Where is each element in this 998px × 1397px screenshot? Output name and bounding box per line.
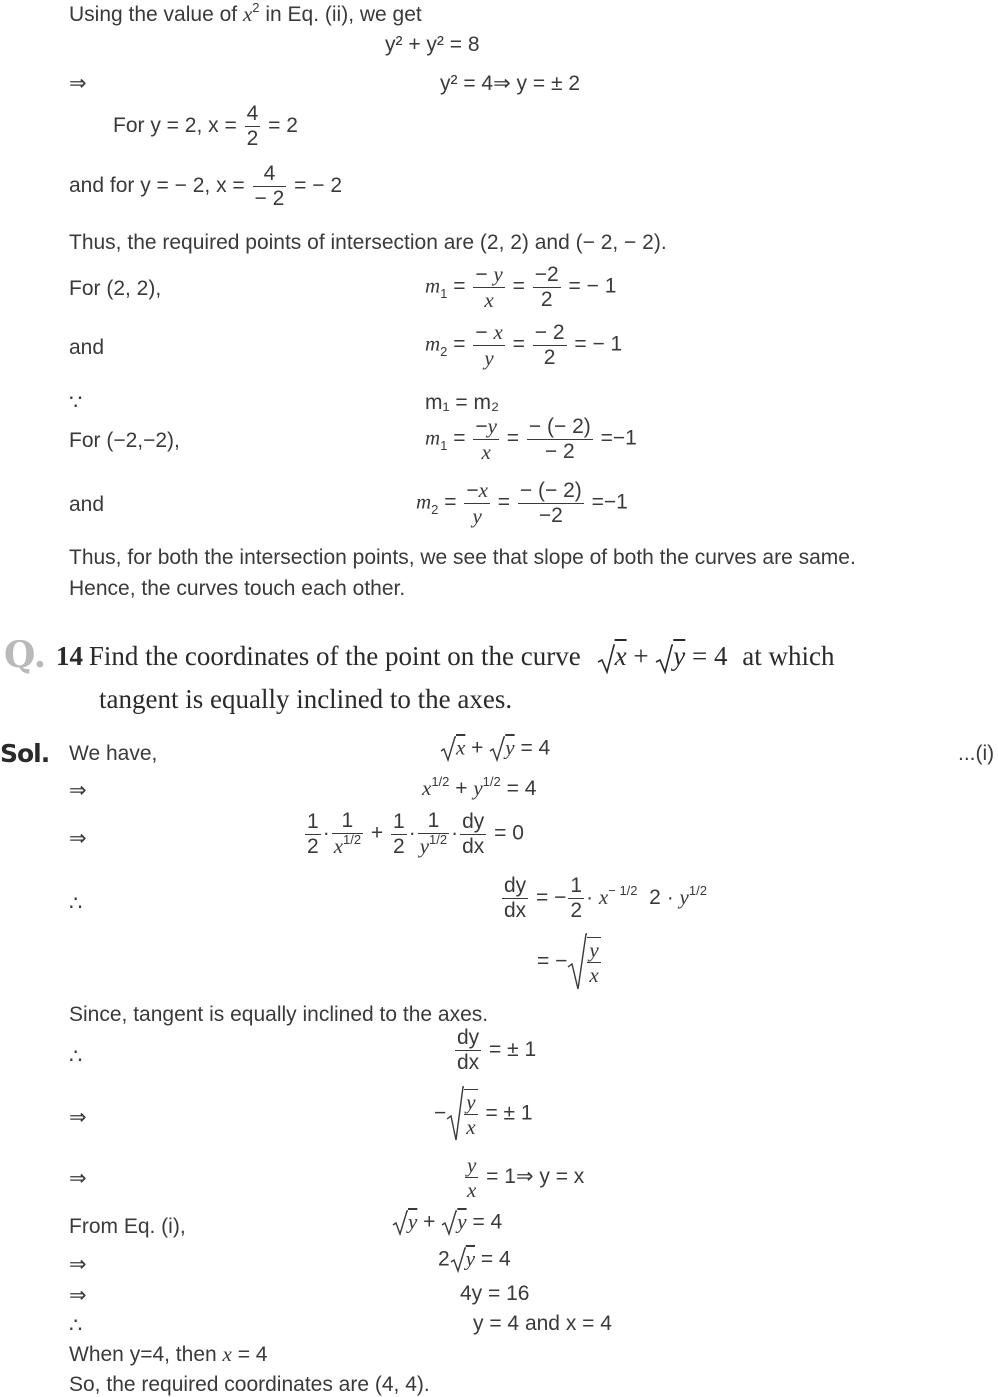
therefore-symbol: ∴ [69,1314,83,1337]
power-form-equation: $x^{1/2} + y^{1/2} = 4$ [422,774,537,800]
intro-line: Using the value of $x^2$ in Eq. (ii), we get [69,0,422,26]
question-line-1: 14 Find the coordinates of the point on the curve $\overline{x} + \overline{y} = 4$ at which [56,643,835,674]
substituted-equation: $\overline{y} + \overline{y} = 4$ [392,1210,502,1236]
implies-symbol: ⇒ [69,72,87,95]
two-root-y-equation: 2 $\overline{y} = 4$ [438,1247,511,1273]
therefore-symbol: ∴ [69,892,83,915]
sqrt-sign-icon [567,933,587,991]
for-2-2-label: For (2, 2), [69,277,162,300]
implies-symbol: ⇒ [69,1106,87,1129]
implies-symbol: ⇒ [69,1284,87,1307]
question-line-2: tangent is equally inclined to the axes. [99,684,513,714]
because-symbol: ∵ [69,391,83,414]
and-label-2: and [69,493,105,516]
result-equation: y = 4 and x = 4 [473,1312,612,1335]
sqrt-sign-icon [489,736,505,762]
equation-reference: ...(i) [958,742,995,765]
conclusion-line-2: Hence, the curves touch each other. [69,577,406,600]
slope-pm1: $\frac{dy}{dx}$ = ± 1 [457,1026,537,1075]
y-equals-x: $\frac{y}{x}$ = 1⇒ y = x [467,1153,585,1203]
sqrt-sign-icon [392,1210,408,1236]
fraction: $\frac{4}{- 2}$ [254,162,285,211]
when-line: When y=4, then x = 4 [69,1342,268,1366]
equation-y: y² = 4⇒ y = ± 2 [440,72,581,95]
derivative-equation: $\frac{1}{2}$ · $\frac{1}{x^{1/2}}$ + $\frac{1}{2}$ · $\frac{1}{y^{1/2}}$ · $\frac{dy}{dx}$ = 0 [307,809,524,859]
m2-equation-a: $m_2$ = $\frac{- x}{y}$ = $\frac{- 2}{2}$ = − 1 [425,320,623,371]
m1-equation-a: $m_1$ = $\frac{- y}{x}$ = $\frac{-2}{2}$ = − 1 [425,262,617,313]
m1-equals-m2: m₁ = m₂ [425,391,500,414]
points-of-intersection: Thus, the required points of intersection are (2, 2) and (− 2, − 2). [69,231,667,254]
equation-sum: y² + y² = 8 [385,33,480,56]
for-minus2-label: For (−2,−2), [69,429,180,452]
for-y-2-line: For y = 2, x = $\frac{4}{2}$ = 2 [113,102,298,151]
m2-equation-b: $m_2$ = $\frac{-x}{y}$ = $\frac{- (- 2)}{-2}$ =−1 [416,478,628,529]
m1-equation-b: $m_1$ = $\frac{-y}{x}$ = $\frac{- (- 2)}{- 2}$ =−1 [425,414,637,465]
sqrt-sign-icon [440,736,456,762]
from-eq-label: From Eq. (i), [69,1215,186,1238]
therefore-symbol: ∴ [69,1045,83,1068]
since-line: Since, tangent is equally inclined to the axes. [69,1003,489,1026]
solution-label: Sol. [0,739,50,768]
dy-dx-simplified: = − $\frac{y}{x}$ [537,933,603,991]
we-have: We have, [69,742,158,765]
sqrt-sign-icon [655,644,673,674]
curve-equation: $\overline{x} + \overline{y} = 4$ [597,641,735,671]
equation-i: $\overline{x} + \overline{y} = 4$ [440,736,550,762]
sqrt-sign-icon [446,1086,464,1142]
implies-symbol: ⇒ [69,779,87,802]
question-mark: Q. [4,634,47,676]
sqrt-sign-icon [441,1210,457,1236]
fraction: $\frac{4}{2}$ [246,102,259,151]
and-label-1: and [69,336,105,359]
four-y-equation: 4y = 16 [460,1282,530,1305]
final-answer: So, the required coordinates are (4, 4). [69,1373,430,1396]
implies-symbol: ⇒ [69,827,87,850]
root-ratio-equation: − $\frac{y}{x}$ = ± 1 [434,1086,533,1142]
implies-symbol: ⇒ [69,1167,87,1190]
implies-symbol: ⇒ [69,1253,87,1276]
for-y-minus2-line: and for y = − 2, x = $\frac{4}{- 2}$ = − 2 [69,162,343,211]
conclusion-line-1: Thus, for both the intersection points, we see that slope of both the curves are same. [69,546,856,569]
sqrt-sign-icon [450,1247,466,1273]
dy-dx-equation: $\frac{dy}{dx}$ = − $\frac{1}{2}$ · $x^{- 1/2}$ $2 \cdot y^{1/2}$ [504,874,707,923]
sqrt-sign-icon [597,644,615,674]
